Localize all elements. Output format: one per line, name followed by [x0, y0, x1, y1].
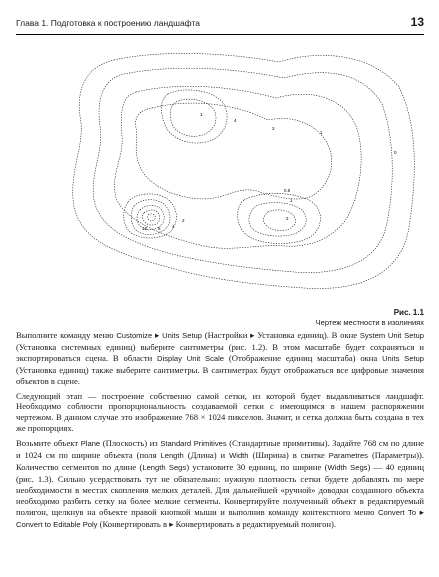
text-run: (Параметры)). Количество сегментов по длине (	[16, 450, 424, 472]
ui-term: Units Setup	[382, 353, 425, 363]
contour-map-drawing	[64, 42, 424, 306]
text-run: (Стандартные примитивы). Задайте 768 см по длине и 1024 см по ширине объекта (поля	[16, 438, 424, 461]
text-run: (Ширина) в свитке	[248, 450, 329, 461]
text-run: (Установка единиц) также выберите сантиметры. В сантиметрах будут отображаться все цифровые значения объектов в сцене.	[16, 364, 424, 386]
contour-label: 2	[286, 216, 289, 221]
ui-term: System Unit Setup	[359, 331, 424, 340]
text-run: Следующий этап — построение собственно самой сетки, из которой будет выдавливаться ландшафт. Необходимо соблюсти пропорциональность создаваемой сетки с имеющимся в нашем распоряжении чертежом. В данном случае это изображение 768 × 1024 пикселов. Значит, и сетка должна быть создана в тех же пропорциях.	[16, 390, 424, 434]
page-number: 13	[410, 15, 424, 29]
text-run: (Настройки ▸ Установка единиц). В окне	[202, 330, 360, 340]
ui-term: Width	[229, 451, 249, 461]
contour-label: 0	[394, 150, 397, 155]
contour-label: 4	[234, 118, 237, 123]
ui-term: Parametres	[328, 451, 368, 461]
text-run: (Установка системных единиц) выберите сантиметры (рис. 1.2). В этом масштабе будет сохраняться и экспортироваться сцена. В области	[16, 341, 424, 363]
text-run: ) — 40 единиц (рис. 1.3). Сильно усердствовать тут не обязательно: нужную плотность сетки будете добавлять по мере необходимости в местах скопления мелких деталей. Для дальнейшей «ручной» доводки созданного объекта необходимо разбить сетку на более мелкие сегменты. Конвертируйте полученный объект в редактируемый полигон, щелкнув на объекте правой кнопкой мыши и выполнив команду контекстного меню	[16, 461, 425, 517]
text-run: ▸	[152, 330, 163, 340]
ui-term: Length Segs	[142, 462, 187, 472]
ui-term: Plane	[80, 439, 101, 449]
text-run: ▸	[416, 506, 424, 517]
ui-term: Standard Primitives	[160, 439, 227, 449]
contour-label: 2	[182, 218, 185, 223]
ui-term: Display Unit Scale	[157, 353, 225, 363]
text-run: (Конвертировать в ▸ Конвертировать в редактируемый полигон).	[97, 518, 337, 529]
ui-term: Length	[160, 451, 184, 461]
chapter-title: Глава 1. Подготовка к построению ландшафта	[16, 18, 201, 28]
text-run: Выполните команду меню	[16, 330, 117, 340]
contour-label: 10	[142, 226, 148, 231]
contour-label: 1	[200, 112, 203, 117]
figure-caption	[316, 308, 424, 327]
contour-label: 5	[158, 226, 161, 231]
text-run: (Плоскость) из	[100, 438, 161, 449]
ui-term: Width Segs	[327, 462, 368, 472]
text-run: ) установите 30 единиц, по ширине (	[186, 461, 328, 472]
body-paragraph	[16, 391, 424, 435]
figure-caption-text: Чертеж местности в изолиниях	[315, 318, 424, 327]
body-text	[16, 330, 424, 534]
contour-label: 1	[320, 130, 323, 135]
text-run: (Длина) и	[183, 450, 230, 461]
contour-label: 2	[272, 126, 275, 131]
ui-term: Convert To	[378, 507, 417, 517]
contour-label: 4	[172, 224, 175, 229]
body-paragraph	[16, 438, 424, 530]
contour-label: 1	[290, 198, 293, 203]
ui-term: Convert to Editable Poly	[16, 519, 98, 529]
ui-term: Units Setup	[162, 331, 203, 340]
text-run: Возьмите объект	[16, 438, 81, 449]
contour-label: 0.5	[284, 188, 291, 193]
figure-number: Рис. 1.1	[393, 308, 424, 317]
ui-term: Customize	[116, 331, 153, 340]
contour-map-figure	[64, 42, 424, 306]
page-header	[16, 14, 424, 35]
text-run: (Отображение единиц масштаба) окна	[224, 352, 383, 363]
body-paragraph	[16, 330, 424, 387]
